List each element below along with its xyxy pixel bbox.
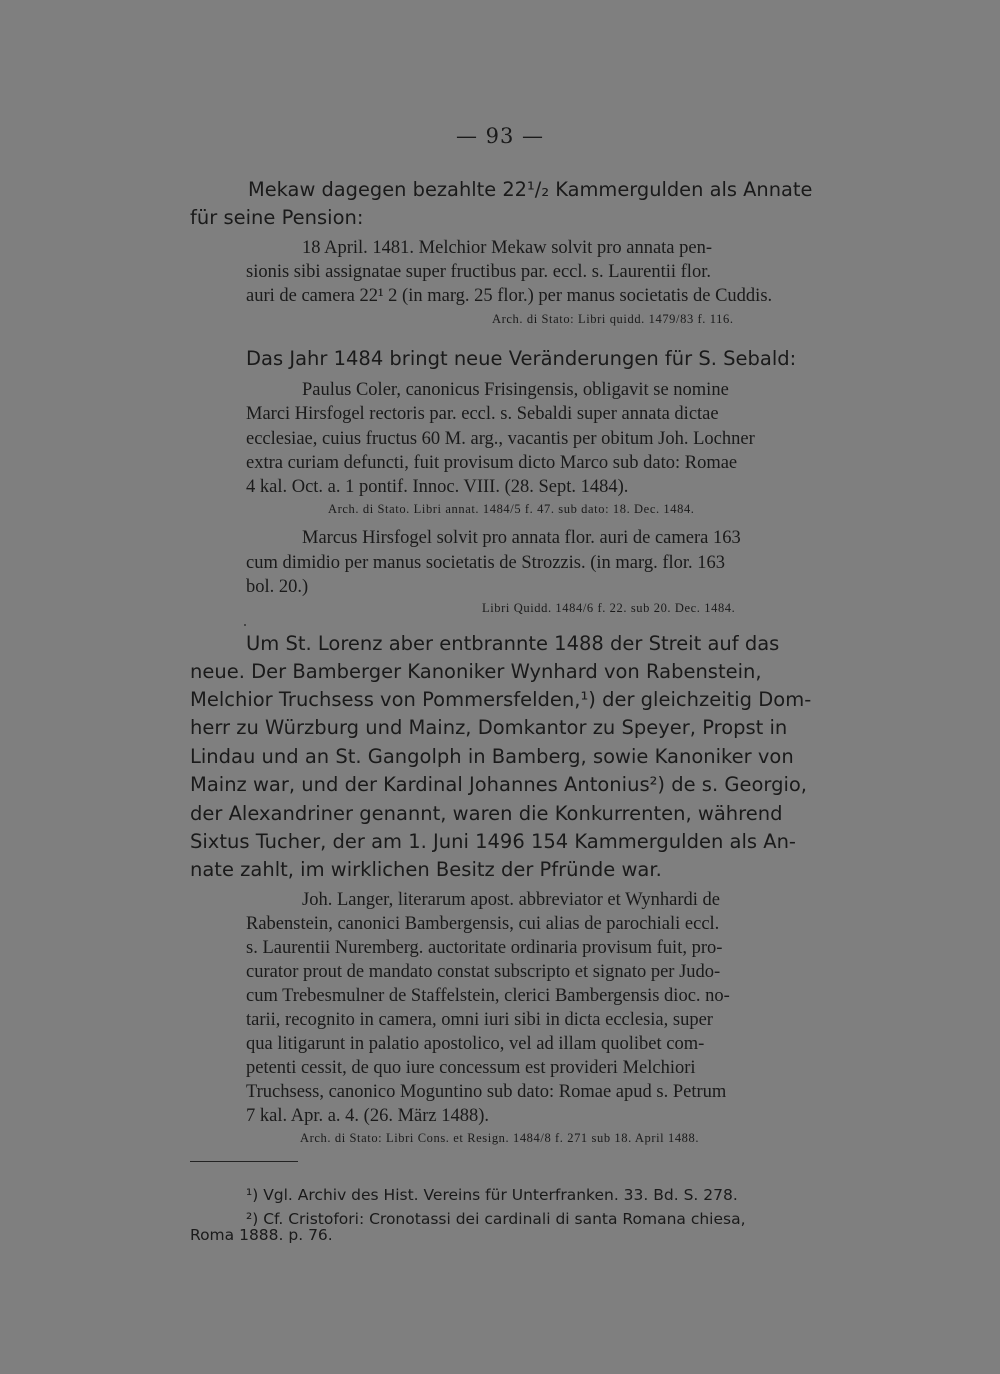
quote-line: 7 kal. Apr. a. 4. (26. März 1488). (246, 1106, 490, 1126)
text-line: Um St. Lorenz aber entbrannte 1488 der Streit auf das (246, 632, 780, 655)
quote-line: tarii, recognito in camera, omni iuri sibi in dicta ecclesia, super (246, 1010, 713, 1030)
quote-line: auri de camera 22¹ 2 (in marg. 25 flor.) per manus societatis de Cuddis. (246, 286, 773, 306)
text-line: Mekaw dagegen bezahlte 22¹/₂ Kammergulden als Annate (248, 178, 813, 201)
archive-citation: Libri Quidd. 1484/6 f. 22. sub 20. Dec. 1484. (482, 601, 736, 615)
page-number: — 93 — (455, 124, 545, 148)
quote-line: bol. 20.) (246, 577, 309, 597)
quote-line: curator prout de mandato constat subscripto et signato per Judo- (246, 962, 721, 982)
quote-line: Marci Hirsfogel rectoris par. eccl. s. Sebaldi super annata dictae (246, 404, 719, 424)
quote-line: Truchsess, canonico Moguntino sub dato: Romae apud s. Petrum (246, 1082, 727, 1102)
quote-line: petenti cessit, de quo iure concessum est provideri Melchiori (246, 1058, 696, 1078)
quote-line: extra curiam defuncti, fuit provisum dicto Marco sub dato: Romae (246, 453, 738, 473)
footnote-rule (190, 1161, 298, 1162)
text-line: Das Jahr 1484 bringt neue Veränderungen für S. Sebald: (246, 347, 797, 370)
quote-line: qua litigarunt in palatio apostolico, vel ad illam quolibet com- (246, 1034, 705, 1054)
text-line: nate zahlt, im wirklichen Besitz der Pfründe war. (190, 858, 662, 881)
quote-line: Rabenstein, canonici Bambergensis, cui alias de parochiali eccl. (246, 914, 720, 934)
quote-line: Joh. Langer, literarum apost. abbreviator et Wynhardi de (302, 890, 721, 910)
text-line: für seine Pension: (190, 206, 364, 229)
text-line: herr zu Würzburg und Mainz, Domkantor zu Speyer, Propst in (190, 716, 788, 739)
quote-line: s. Laurentii Nuremberg. auctoritate ordinaria provisum fuit, pro- (246, 938, 723, 958)
quote-line: Marcus Hirsfogel solvit pro annata flor. auri de camera 163 (302, 528, 741, 548)
text-line: der Alexandriner genannt, waren die Konkurrenten, während (190, 802, 783, 825)
quote-line: 18 April. 1481. Melchior Mekaw solvit pro annata pen- (302, 238, 712, 258)
quote-line: cum dimidio per manus societatis de Strozzis. (in marg. flor. 163 (246, 553, 726, 573)
text-line: Lindau und an St. Gangolph in Bamberg, sowie Kanoniker von (190, 745, 794, 768)
footnote: ¹) Vgl. Archiv des Hist. Vereins für Unterfranken. 33. Bd. S. 278. (246, 1186, 738, 1204)
archive-citation: Arch. di Stato. Libri annat. 1484/5 f. 47. sub dato: 18. Dec. 1484. (328, 502, 695, 516)
quote-line: Paulus Coler, canonicus Frisingensis, obligavit se nomine (302, 380, 729, 400)
text-line: neue. Der Bamberger Kanoniker Wynhard von Rabenstein, (190, 660, 762, 683)
footnote: Roma 1888. p. 76. (190, 1226, 333, 1244)
quote-line: sionis sibi assignatae super fructibus par. eccl. s. Laurentii flor. (246, 262, 711, 282)
archive-citation: Arch. di Stato: Libri Cons. et Resign. 1484/8 f. 271 sub 18. April 1488. (300, 1131, 700, 1145)
text-line: Sixtus Tucher, der am 1. Juni 1496 154 Kammergulden als An- (190, 830, 796, 853)
footnote: ²) Cf. Cristofori: Cronotassi dei cardinali di santa Romana chiesa, (246, 1210, 746, 1228)
text-line: Mainz war, und der Kardinal Johannes Antonius²) de s. Georgio, (190, 773, 807, 796)
ink-speck (244, 624, 246, 626)
quote-line: cum Trebesmulner de Staffelstein, clerici Bambergensis dioc. no- (246, 986, 730, 1006)
quote-line: ecclesiae, cuius fructus 60 M. arg., vacantis per obitum Joh. Lochner (246, 429, 755, 449)
quote-line: 4 kal. Oct. a. 1 pontif. Innoc. VIII. (28. Sept. 1484). (246, 477, 629, 497)
text-line: Melchior Truchsess von Pommersfelden,¹) der gleichzeitig Dom- (190, 688, 812, 711)
archive-citation: Arch. di Stato: Libri quidd. 1479/83 f. 116. (492, 312, 734, 326)
